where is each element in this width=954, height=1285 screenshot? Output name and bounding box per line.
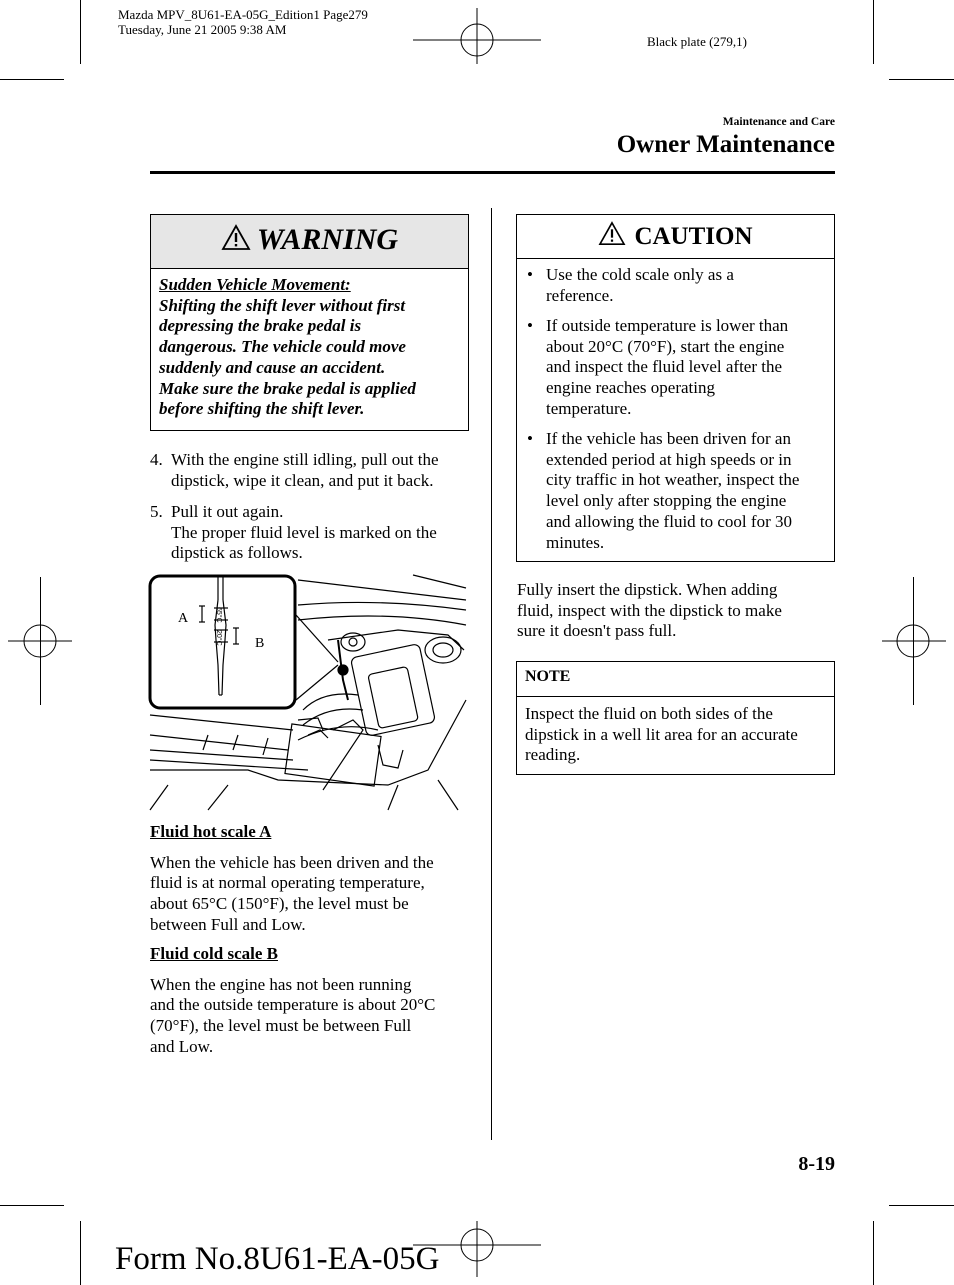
caution-line: temperature. xyxy=(546,398,632,418)
warning-box xyxy=(150,214,469,431)
hot-scale-line: fluid is at normal operating temperature, xyxy=(150,873,425,893)
caution-title: CAUTION xyxy=(634,223,753,250)
caution-line: extended period at high speeds or in xyxy=(546,449,792,469)
warning-line: Make sure the brake pedal is applied xyxy=(159,378,416,398)
caution-line: and allowing the fluid to cool for 30 xyxy=(546,511,792,531)
warning-triangle-icon xyxy=(221,224,251,251)
caution-bullet xyxy=(517,316,822,420)
note-body xyxy=(517,697,834,766)
print-header-line1: Mazda MPV_8U61-EA-05G_Edition1 Page279 xyxy=(118,7,368,22)
hot-scale-line: between Full and Low. xyxy=(150,914,306,934)
insert-line: fluid, inspect with the dipstick to make xyxy=(517,600,782,620)
caution-triangle-icon xyxy=(598,221,626,246)
caution-header xyxy=(517,215,834,259)
print-header xyxy=(118,7,368,37)
bullet-glyph: • xyxy=(527,429,533,448)
note-line: reading. xyxy=(525,745,581,765)
caution-line: Use the cold scale only as a xyxy=(546,265,734,284)
step-line: With the engine still idling, pull out the xyxy=(171,450,439,469)
hot-scale-heading: Fluid hot scale A xyxy=(150,822,272,841)
hot-scale-section xyxy=(150,822,470,936)
column-divider xyxy=(491,208,492,1140)
warning-body xyxy=(151,269,468,420)
bullet-glyph: • xyxy=(527,265,533,284)
step-line: dipstick as follows. xyxy=(171,543,303,563)
warning-header xyxy=(151,215,468,269)
step-line: Pull it out again. xyxy=(171,502,284,521)
caution-box xyxy=(516,214,835,562)
warning-line: dangerous. The vehicle could move xyxy=(159,337,406,357)
caution-line: about 20°C (70°F), start the engine xyxy=(546,336,785,356)
page-number: 8-19 xyxy=(798,1153,835,1175)
caution-line: level only after stopping the engine xyxy=(546,491,787,511)
caution-line: reference. xyxy=(546,285,614,305)
bullet-glyph: • xyxy=(527,316,533,335)
caution-line: city traffic in hot weather, inspect the xyxy=(546,470,800,490)
note-line: dipstick in a well lit area for an accurate xyxy=(525,724,798,744)
caution-line: If outside temperature is lower than xyxy=(546,316,789,335)
insert-line: sure it doesn't pass full. xyxy=(517,621,677,641)
caution-line: minutes. xyxy=(546,532,605,552)
caution-bullet xyxy=(517,429,822,553)
scale-label-a: A xyxy=(178,611,189,626)
note-line: Inspect the fluid on both sides of the xyxy=(525,704,773,723)
cold-scale-line: When the engine has not been running xyxy=(150,974,412,994)
cold-scale-line: and the outside temperature is about 20°C xyxy=(150,995,436,1015)
warning-line: depressing the brake pedal is xyxy=(159,316,362,336)
note-box xyxy=(516,661,835,775)
warning-line: suddenly and cause an accident. xyxy=(159,357,386,377)
step-line: The proper fluid level is marked on the xyxy=(171,522,437,542)
warning-line: Shifting the shift lever without first xyxy=(159,295,406,315)
step-number: 5. xyxy=(150,502,163,521)
warning-subtitle: Sudden Vehicle Movement: xyxy=(159,275,351,294)
caution-line: If the vehicle has been driven for an xyxy=(546,429,791,448)
caution-line: engine reaches operating xyxy=(546,378,715,398)
form-number: Form No.8U61-EA-05G xyxy=(115,1241,440,1277)
cold-scale-section xyxy=(150,944,470,1058)
hot-scale-line: When the vehicle has been driven and the xyxy=(150,852,434,872)
step-5 xyxy=(150,502,470,564)
header-rule xyxy=(150,171,835,174)
cold-scale-line: and Low. xyxy=(150,1036,214,1056)
plate-label: Black plate (279,1) xyxy=(647,34,747,49)
warning-line: before shifting the shift lever. xyxy=(159,399,365,419)
tick-cold-label: 20°C xyxy=(215,630,222,646)
caution-bullet xyxy=(517,265,822,306)
step-4 xyxy=(150,450,470,491)
cold-scale-heading: Fluid cold scale B xyxy=(150,944,278,963)
note-header xyxy=(517,662,834,697)
page-title: Owner Maintenance xyxy=(616,131,835,158)
caution-line: and inspect the fluid level after the xyxy=(546,357,783,377)
step-number: 4. xyxy=(150,450,163,469)
insert-paragraph xyxy=(517,580,835,642)
hot-scale-line: about 65°C (150°F), the level must be xyxy=(150,894,409,914)
step-line: dipstick, wipe it clean, and put it back. xyxy=(171,470,434,490)
scale-label-b: B xyxy=(255,636,265,651)
cold-scale-line: (70°F), the level must be between Full xyxy=(150,1016,412,1036)
dipstick-illustration xyxy=(148,570,468,815)
note-title: NOTE xyxy=(525,668,571,685)
insert-line: Fully insert the dipstick. When adding xyxy=(517,580,778,599)
section-label: Maintenance and Care xyxy=(722,116,835,128)
warning-title: WARNING xyxy=(256,223,399,256)
print-header-line2: Tuesday, June 21 2005 9:38 AM xyxy=(118,22,287,37)
tick-hot-label: 65°C xyxy=(215,607,222,623)
